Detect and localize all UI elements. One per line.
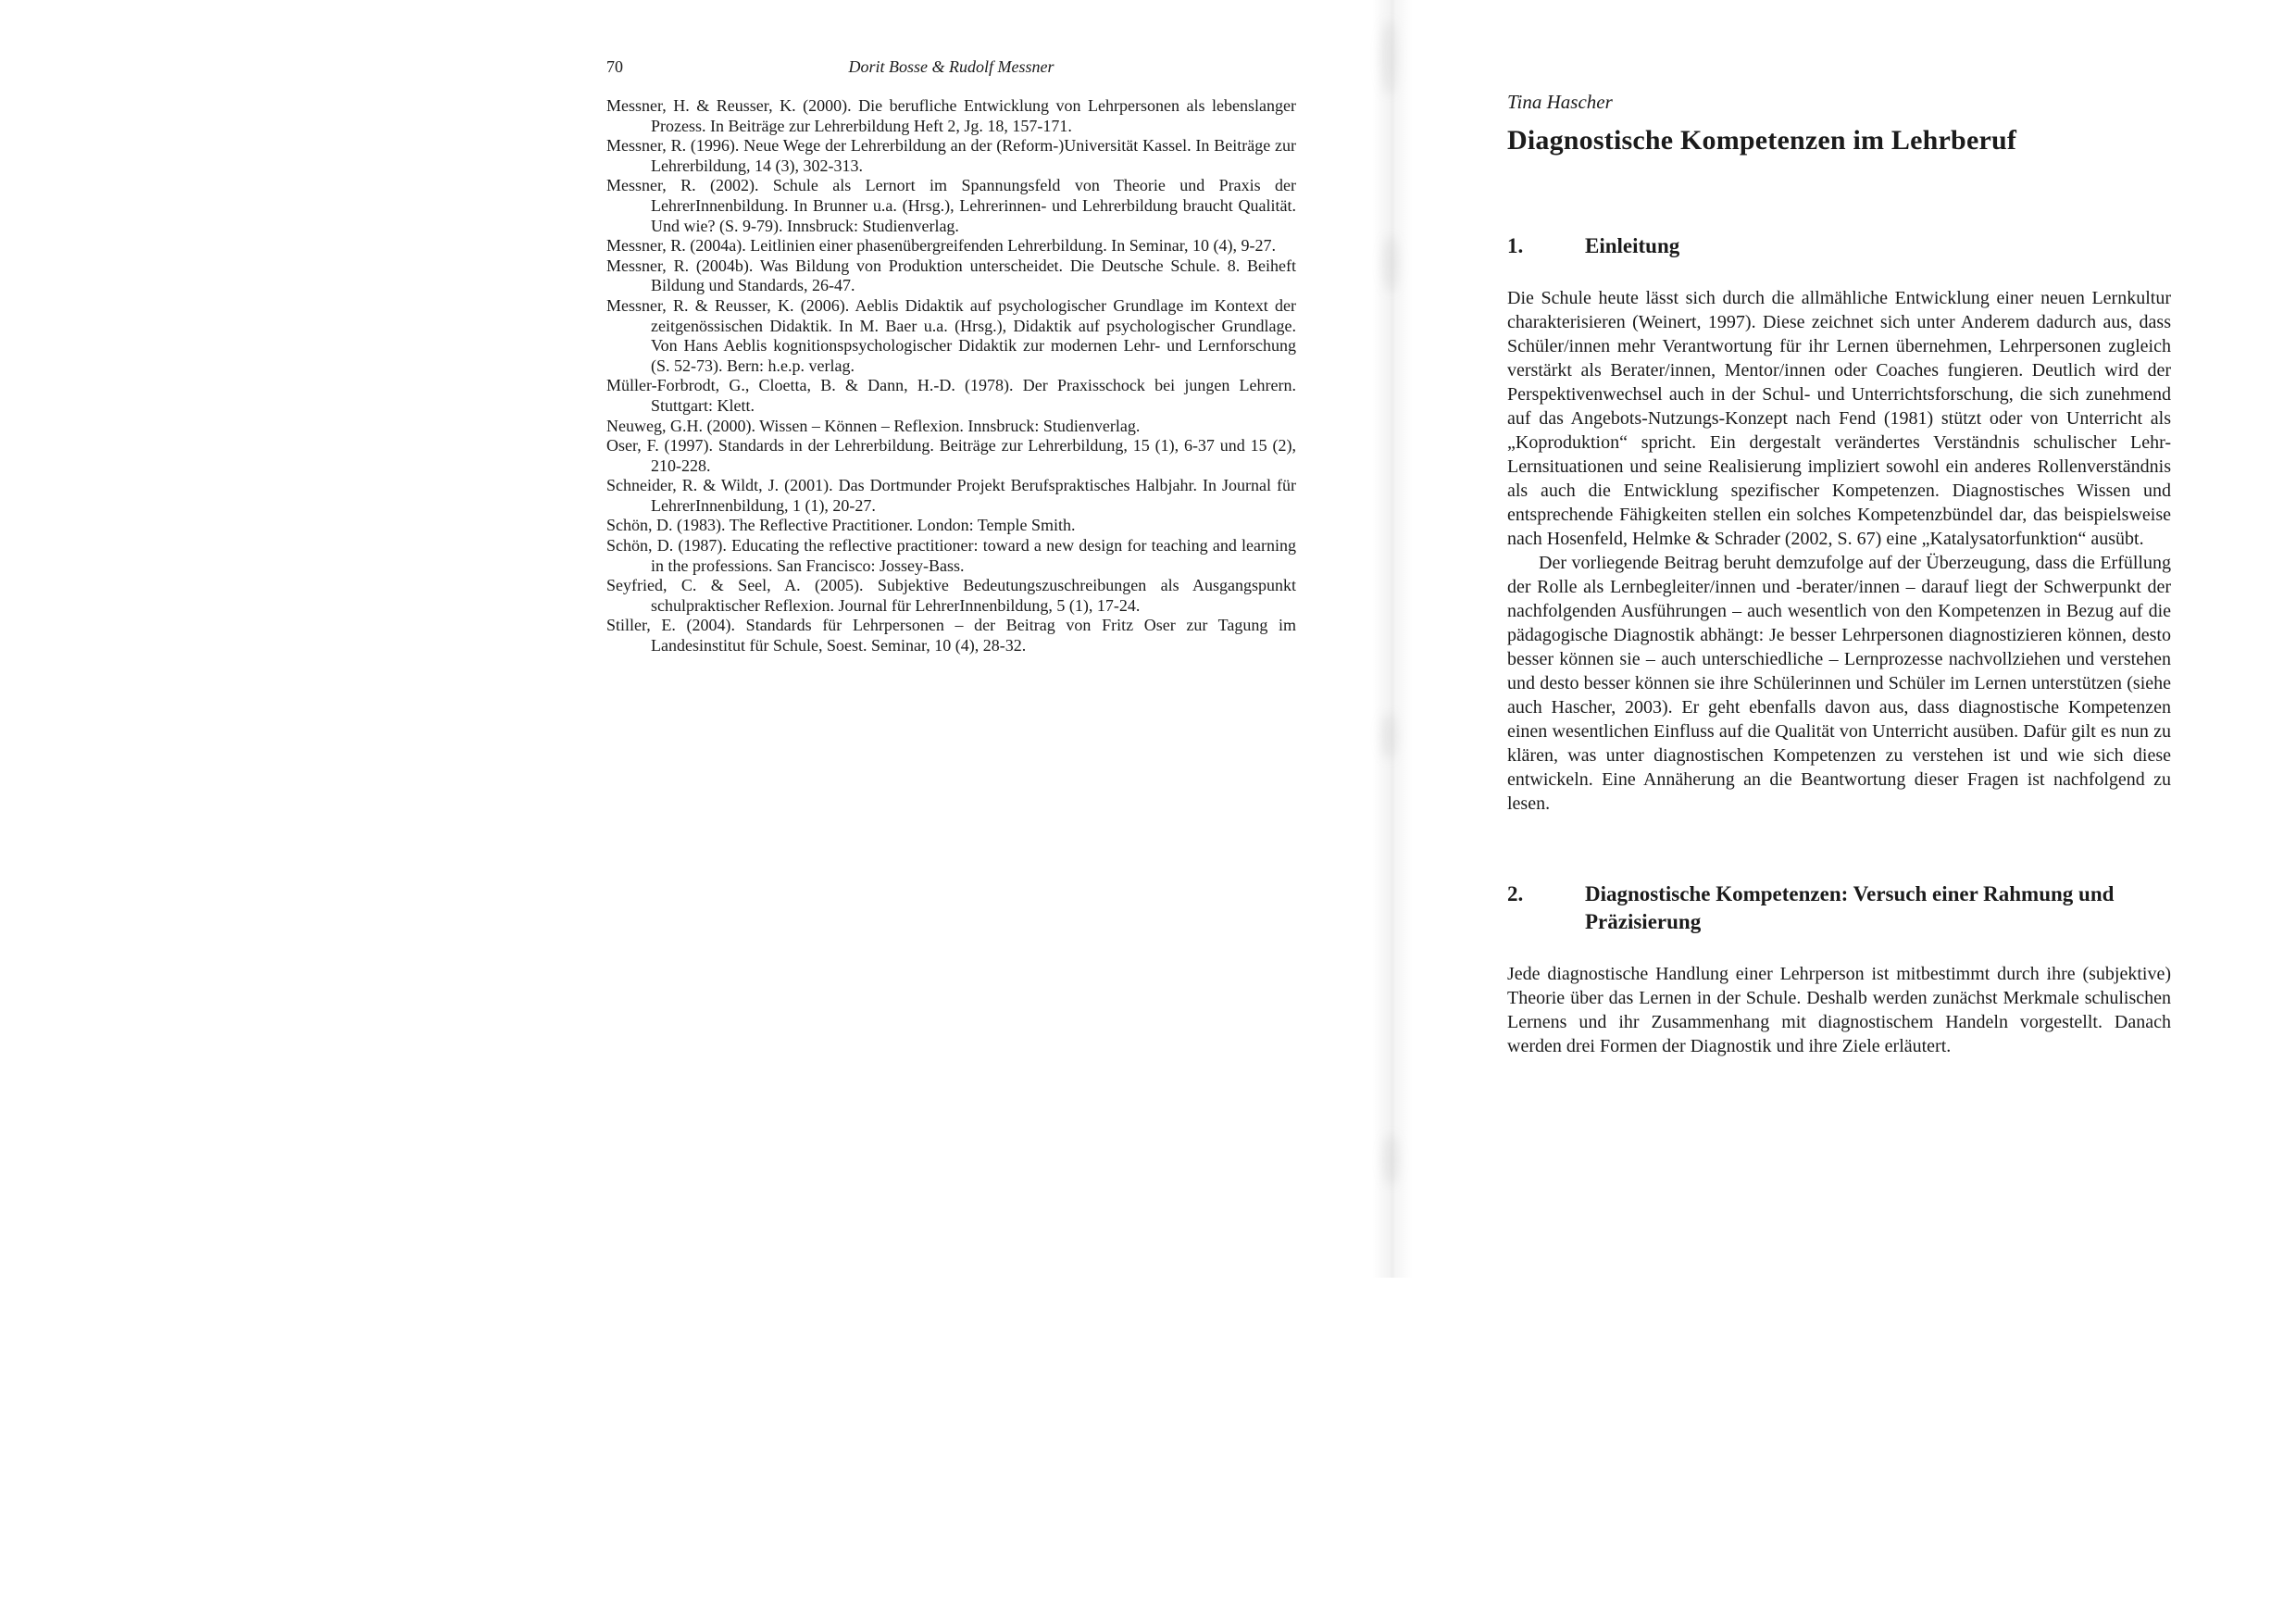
left-page: [606, 57, 1296, 656]
reference-entry: Messner, R. (1996). Neue Wege der Lehrerbildung an der (Reform-)Universität Kassel. In Beiträge zur Lehrerbildung, 14 (3), 302-313.: [606, 136, 1296, 175]
scan-smudge: [1383, 236, 1398, 292]
reference-entry: Müller-Forbrodt, G., Cloetta, B. & Dann, H.-D. (1978). Der Praxisschock bei jungen Lehrern. Stuttgart: Klett.: [606, 376, 1296, 415]
reference-entry: Schön, D. (1983). The Reflective Practitioner. London: Temple Smith.: [606, 516, 1076, 535]
reference-entry: Stiller, E. (2004). Standards für Lehrpersonen – der Beitrag von Fritz Oser zur Tagung im Landesinstitut für Schule, Soest. Seminar, 10 (4), 28-32.: [606, 616, 1296, 655]
reference-entry: Messner, R. (2004a). Leitlinien einer phasenübergreifenden Lehrerbildung. In Seminar, 10 (4), 9-27.: [606, 236, 1277, 256]
right-page: [1507, 91, 2171, 1058]
scan-smudge: [1381, 713, 1396, 759]
reference-entry: Neuweg, G.H. (2000). Wissen – Können – Reflexion. Innsbruck: Studienverlag.: [606, 416, 1141, 435]
reference-entry: Messner, H. & Reusser, K. (2000). Die berufliche Entwicklung von Lehrpersonen als lebenslanger Prozess. In Beiträge zur Lehrerbildung Heft 2, Jg. 18, 157-171.: [606, 96, 1296, 135]
section-heading: [1507, 232, 2171, 260]
section-number: 1.: [1507, 234, 1524, 257]
body-paragraph: Der vorliegende Beitrag beruht demzufolge auf der Überzeugung, dass die Erfüllung der Rolle als Lernbegleiter/innen und -berater/innen – darauf liegt der Schwerpunkt der nachfolgenden Ausführungen – auch wesentlich von den Kompetenzen in Bezug auf die pädagogische Diagnostik abhängt: Je besser Lehrpersonen diagnostizieren können, desto besser können sie – auch unterschiedliche – Lernprozesse nachvollziehen und verstehen und desto besser können sie ihre Schülerinnen und Schüler im Lernen unterstützen (siehe auch Hascher, 2003). Er geht ebenfalls davon aus, dass diagnostische Kompetenzen einen wesentlichen Einfluss auf die Qualität von Unterricht ausüben. Dafür gilt es nun zu klären, was unter diagnostischen Kompetenzen zu verstehen ist und wie sich diese entwickeln. Eine Annäherung an die Beantwortung dieser Fragen ist nachfolgend zu lesen.: [1507, 553, 2171, 814]
section-number: 2.: [1507, 882, 1524, 905]
reference-entry: Schön, D. (1987). Educating the reflective practitioner: toward a new design for teaching and learning in the professions. San Francisco: Jossey-Bass.: [606, 536, 1296, 575]
scan-smudge: [1381, 20, 1396, 94]
chapter-sections: [1507, 232, 2171, 1058]
section-paragraphs: [1507, 286, 2171, 816]
running-header: Dorit Bosse & Rudolf Messner: [848, 57, 1054, 76]
body-paragraph: Jede diagnostische Handlung einer Lehrperson ist mitbestimmt durch ihre (subjektive) Theorie über das Lernen in der Schule. Deshalb werden zunächst Merkmale schulischen Lernens und ihr Zusammenhang mit diagnostischem Handeln vorgestellt. Danach werden drei Formen der Diagnostik und ihre Ziele erläutert.: [1507, 964, 2171, 1056]
scan-smudge: [1383, 1134, 1398, 1185]
reference-entry: Schneider, R. & Wildt, J. (2001). Das Dortmunder Projekt Berufspraktisches Halbjahr. In Journal für LehrerInnenbildung, 1 (1), 20-27.: [606, 476, 1296, 515]
section-2: [1507, 880, 2171, 1058]
author-name: Tina Hascher: [1507, 91, 1613, 113]
left-page-header: [606, 57, 1296, 80]
section-1: [1507, 232, 2171, 816]
section-title: Diagnostische Kompetenzen: Versuch einer Rahmung und Präzisierung: [1585, 882, 2115, 933]
page-number: 70: [606, 57, 623, 76]
reference-entry: Messner, R. & Reusser, K. (2006). Aeblis Didaktik auf psychologischer Grundlage im Kontext der zeitgenössischen Didaktik. In M. Baer u.a. (Hrsg.), Didaktik auf psychologischer Grundlage. Von Hans Aeblis kognitionspsychologischer Didaktik zur modernen Lehr- und Lernforschung (S. 52-73). Bern: h.e.p. verlag.: [606, 295, 1296, 375]
references-list: [606, 96, 1296, 656]
page-gutter-shadow: [1372, 0, 1413, 1278]
reference-entry: Oser, F. (1997). Standards in der Lehrerbildung. Beiträge zur Lehrerbildung, 15 (1), 6-37 und 15 (2), 210-228.: [606, 436, 1296, 475]
section-title: Einleitung: [1585, 234, 1680, 257]
reference-entry: Messner, R. (2002). Schule als Lernort im Spannungsfeld von Theorie und Praxis der LehrerInnenbildung. In Brunner u.a. (Hrsg.), Lehrerinnen- und Lehrerbildung braucht Qualität. Und wie? (S. 9-79). Innsbruck: Studienverlag.: [606, 176, 1296, 235]
section-paragraphs: [1507, 962, 2171, 1058]
chapter-title: Diagnostische Kompetenzen im Lehrberuf: [1507, 125, 2017, 156]
reference-entry: Seyfried, C. & Seel, A. (2005). Subjektive Bedeutungszuschreibungen als Ausgangspunkt schulpraktischer Reflexion. Journal für LehrerInnenbildung, 5 (1), 17-24.: [606, 576, 1296, 615]
section-heading: [1507, 880, 2171, 936]
body-paragraph: Die Schule heute lässt sich durch die allmähliche Entwicklung einer neuen Lernkultur charakterisieren (Weinert, 1997). Diese zeichnet sich unter Anderem dadurch aus, dass Schüler/innen mehr Verantwortung für ihr Lernen übernehmen, Lehrpersonen zugleich verstärkt als Berater/innen, Mentor/innen oder Coaches fungieren. Deutlich wird der Perspektivenwechsel auch in der Schul- und Unterrichtsforschung, die sich zunehmend auf das Angebots-Nutzungs-Konzept nach Fend (1981) stützt oder von Unterricht als „Koproduktion“ spricht. Ein dergestalt verändertes Verständnis schulischer Lehr-Lernsituationen und seine Realisierung impliziert sowohl ein anderes Rollenverständnis als auch die Entwicklung spezifischer Kompetenzen. Diagnostisches Wissen und entsprechende Fähigkeiten stellen ein solches Kompetenzbündel dar, das beispielsweise nach Hosenfeld, Helmke & Schrader (2002, S. 67) eine „Katalysatorfunktion“ ausübt.: [1507, 288, 2171, 549]
reference-entry: Messner, R. (2004b). Was Bildung von Produktion unterscheidet. Die Deutsche Schule. 8. Beiheft Bildung und Standards, 26-47.: [606, 256, 1296, 295]
